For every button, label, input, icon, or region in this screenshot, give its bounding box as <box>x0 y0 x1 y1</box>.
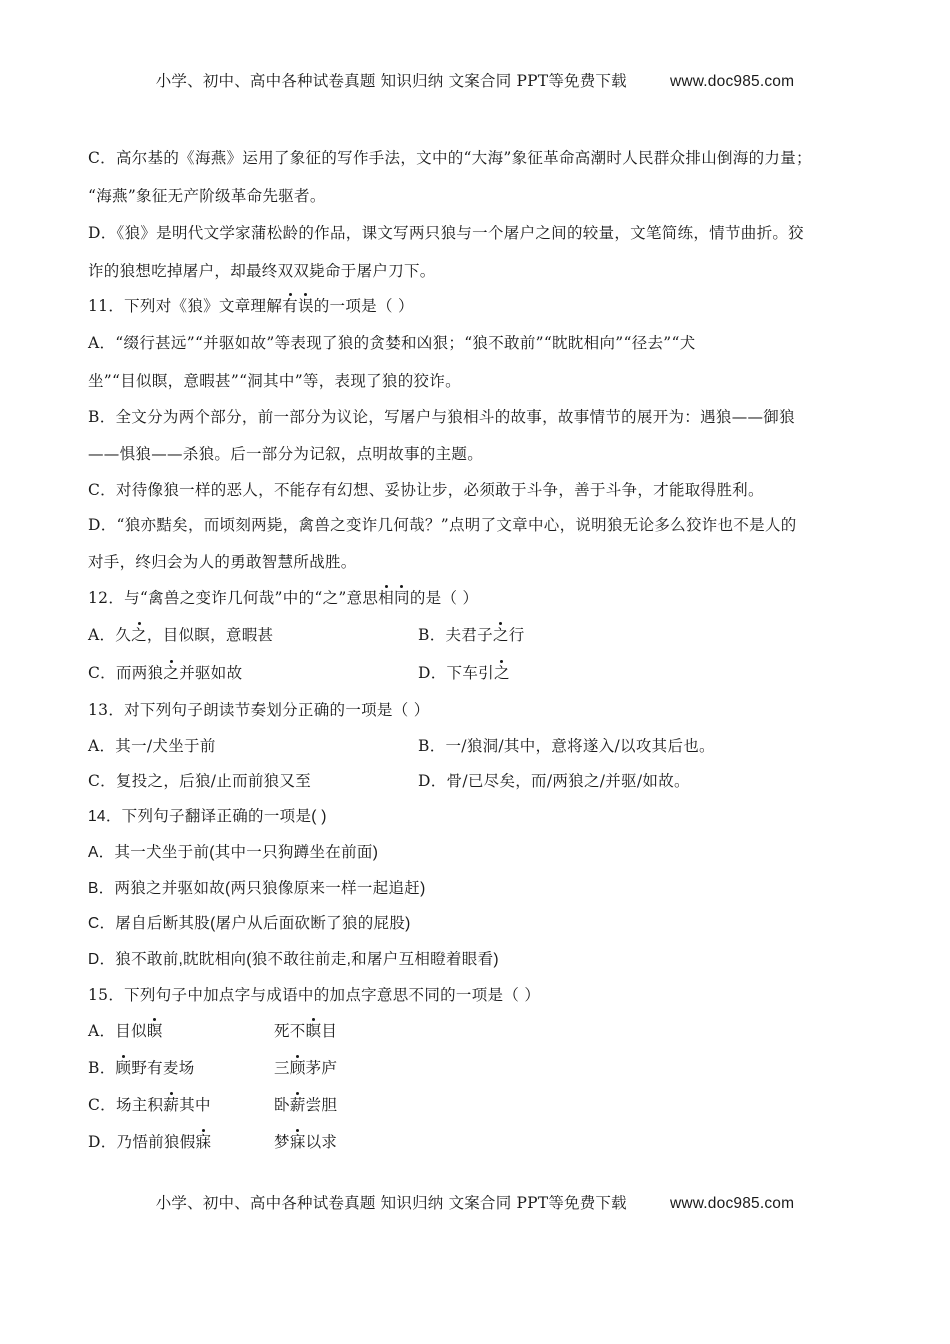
line-d-option-cont: 诈的狼想吃掉屠户，却最终双双毙命于屠户刀下。 <box>88 262 436 280</box>
line-d-option: D．《狼》是明代文学家蒲松龄的作品，课文写两只狼与一个屠户之间的较量，文笔简练，情节曲折。狡 <box>88 224 804 242</box>
q15-option-a-idiom: 死不瞑目 <box>274 1022 338 1040</box>
page-footer <box>0 1191 950 1213</box>
q14-option-b: B．两狼之并驱如故(两只狼像原来一样一起追赶) <box>88 880 426 897</box>
q15-option-c: C．场主积薪其中 <box>88 1096 211 1114</box>
q11-option-c: C．对待像狼一样的恶人，不能存有幻想、妥协让步，必须敢于斗争，善于斗争，才能取得胜利。 <box>88 481 764 499</box>
q11-option-a-cont: 坐”“目似瞑，意暇甚”“洞其中”等，表现了狼的狡诈。 <box>88 372 461 390</box>
q11-option-b-cont: ——惧狼——杀狼。后一部分为记叙，点明故事的主题。 <box>88 445 484 463</box>
q12-option-d: D．下车引之 <box>418 664 510 682</box>
q15-option-b: B．顾野有麦场 <box>88 1059 195 1077</box>
q13-option-a: A．其一/犬坐于前 <box>88 737 216 755</box>
q15-option-d-idiom: 梦寐以求 <box>274 1133 338 1151</box>
header-text: 小学、初中、高中各种试卷真题 知识归纳 文案合同 PPT等免费下载 <box>155 72 627 90</box>
footer-site[interactable]: www.doc985.com <box>669 1195 795 1212</box>
q14-option-d: D．狼不敢前,眈眈相向(狼不敢往前走,和屠户互相瞪着眼看) <box>88 951 499 968</box>
header-site[interactable]: www.doc985.com <box>669 73 795 90</box>
q14-option-a: A．其一犬坐于前(其中一只狗蹲坐在前面) <box>88 844 379 861</box>
q14-option-c: C．屠自后断其股(屠户从后面砍断了狼的屁股) <box>88 915 411 932</box>
q11-option-a: A．“缀行甚远”“并驱如故”等表现了狼的贪婪和凶狠；“狼不敢前”“眈眈相向”“径去”“犬 <box>88 334 696 352</box>
line-c-option: C．高尔基的《海燕》运用了象征的写作手法，文中的“大海”象征革命高潮时人民群众排山倒海的力量； <box>88 149 812 167</box>
q15-option-a: A．目似瞑 <box>88 1022 163 1040</box>
q11-option-d-cont: 对手，终归会为人的勇敢智慧所战胜。 <box>88 553 357 571</box>
q12-option-c: C．而两狼之并驱如故 <box>88 664 243 682</box>
q15-option-b-idiom: 三顾茅庐 <box>274 1059 338 1077</box>
page-header <box>0 69 950 91</box>
q11-option-b: B．全文分为两个部分，前一部分为议论，写屠户与狼相斗的故事，故事情节的展开为：遇狼——御狼 <box>88 408 795 426</box>
q15-option-d: D．乃悟前狼假寐 <box>88 1133 212 1151</box>
line-c-option-cont: “海燕”象征无产阶级革命先驱者。 <box>88 187 326 205</box>
q13-option-b: B．一/狼洞/其中，意将遂入/以攻其后也。 <box>418 737 715 755</box>
q12-option-b: B．夫君子之行 <box>418 626 525 644</box>
question-11: 11．下列对《狼》文章理解有误的一项是（ ） <box>88 297 414 315</box>
q11-option-d: D．“狼亦黠矣，而顷刻两毙，禽兽之变诈几何哉？”点明了文章中心，说明狼无论多么狡诈也不是人的 <box>88 516 797 534</box>
question-13: 13．对下列句子朗读节奏划分正确的一项是（ ） <box>88 701 430 719</box>
question-14: 14．下列句子翻译正确的一项是( ) <box>88 808 327 825</box>
q15-option-c-idiom: 卧薪尝胆 <box>274 1096 338 1114</box>
q13-option-d: D．骨/已尽矣，而/两狼之/并驱/如故。 <box>418 772 690 790</box>
q13-option-c: C．复投之，后狼/止而前狼又至 <box>88 772 312 790</box>
q12-option-a: A．久之，目似瞑，意暇甚 <box>88 626 274 644</box>
question-12: 12．与“禽兽之变诈几何哉”中的“之”意思相同的是（ ） <box>88 589 479 607</box>
question-15: 15．下列句子中加点字与成语中的加点字意思不同的一项是（ ） <box>88 986 541 1004</box>
footer-text: 小学、初中、高中各种试卷真题 知识归纳 文案合同 PPT等免费下载 <box>155 1194 627 1212</box>
